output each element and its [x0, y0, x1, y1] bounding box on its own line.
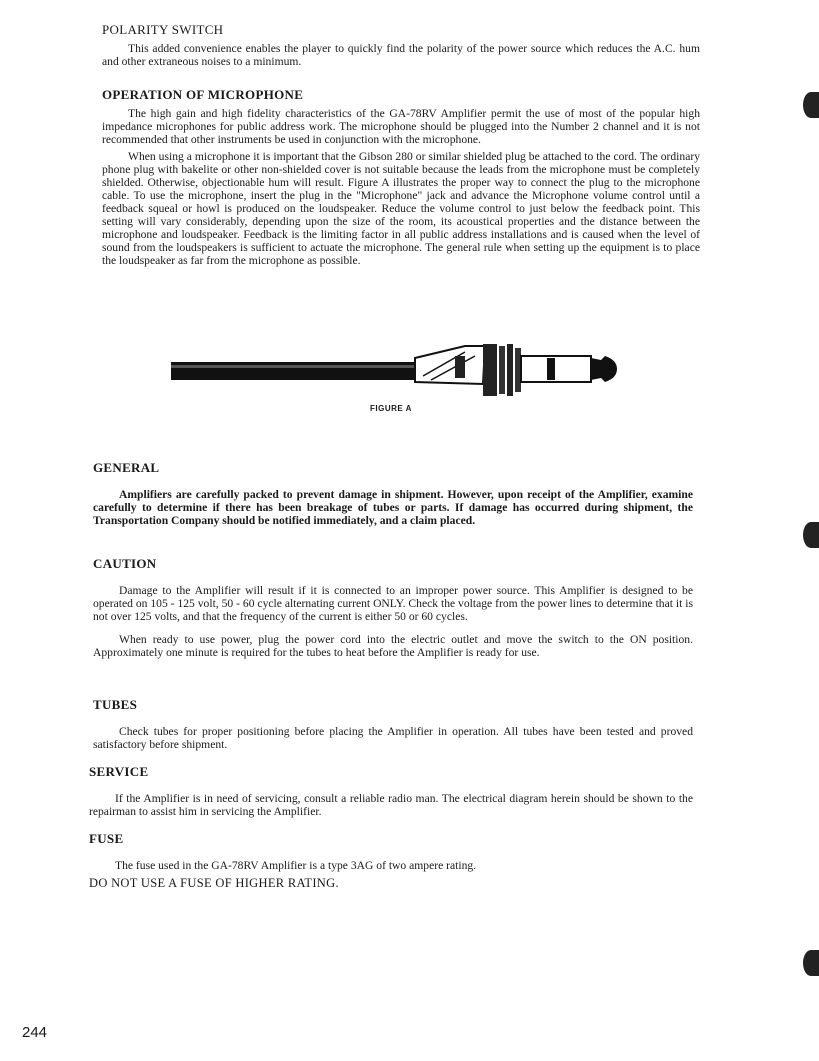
heading-fuse: FUSE: [89, 831, 124, 846]
paragraph-polarity-1: This added convenience enables the player to quickly find the polarity of the power source which reduces the A.C. hum and other extraneous noises to a minimum.: [102, 42, 700, 68]
fuse-warning: DO NOT USE A FUSE OF HIGHER RATING.: [89, 876, 339, 890]
section-operation-of-microphone: [102, 87, 700, 271]
paragraph-microphone-1: The high gain and high fidelity characteristics of the GA-78RV Amplifier permit the use of most of the popular high impedance microphones for public address work. The microphone should be plugged into the Number 2 channel and it is not recommended that other instruments be used in conjunction with the microphone.: [102, 107, 700, 146]
heading-polarity-switch: POLARITY SWITCH: [102, 22, 224, 37]
threaded-collar-shape: [483, 344, 521, 396]
heading-tubes: TUBES: [93, 697, 138, 712]
page-number: 244: [22, 1024, 48, 1041]
section-service: [89, 764, 693, 822]
paragraph-caution-2: When ready to use power, plug the power cord into the electric outlet and move the switch to the ON position. Approximately one minute is required for the tubes to heat before the Amplifier is ready for use.: [93, 633, 693, 659]
section-fuse: [89, 831, 693, 891]
heading-service: SERVICE: [89, 764, 149, 779]
paragraph-fuse-1: The fuse used in the GA-78RV Amplifier is a type 3AG of two ampere rating.: [115, 859, 477, 872]
binder-hole-middle: [803, 522, 819, 548]
binder-hole-bottom: [803, 950, 819, 976]
paragraph-caution-1: Damage to the Amplifier will result if it is connected to an improper power source. This Amplifier is designed to be operated on 105 - 125 volt, 50 - 60 cycle alternating current ONLY. Check the voltage from the power lines to determine that it is not over 125 volts, and that the frequency of the current is either 50 or 60 cycles.: [93, 584, 693, 623]
paragraph-service-1: If the Amplifier is in need of servicing, consult a reliable radio man. The electrical diagram herein should be shown to the repairman to assist him in servicing the Amplifier.: [89, 792, 693, 818]
paragraph-general-1: Amplifiers are carefully packed to prevent damage in shipment. However, upon receipt of the Amplifier, examine carefully to determine if there has been breakage of tubes or parts. If damage has occurred during shipment, the Transportation Company should be notified immediately, and a claim placed.: [93, 488, 693, 527]
heading-operation-of-microphone: OPERATION OF MICROPHONE: [102, 87, 304, 102]
section-tubes: [93, 697, 693, 755]
figure-a-phone-plug-illustration: [165, 338, 625, 408]
shield-cover-shape: [415, 346, 485, 384]
paragraph-tubes-1: Check tubes for proper positioning before placing the Amplifier in operation. All tubes have been tested and proved satisfactory before shipment.: [93, 725, 693, 751]
binder-hole-top: [803, 92, 819, 118]
section-general: [93, 460, 693, 531]
plug-tip-shape: [591, 356, 617, 382]
section-polarity-switch: [102, 22, 700, 72]
plug-sleeve-shape: [521, 356, 591, 382]
paragraph-microphone-2: When using a microphone it is important that the Gibson 280 or similar shielded plug be attached to the cord. The ordinary phone plug with bakelite or other non-shielded cover is not suitable because the leads from the microphone must be completely shielded. Otherwise, objectionable hum will result. Figure A illustrates the proper way to connect the plug to the microphone cable. To use the microphone, insert the plug in the "Microphone" jack and advance the Microphone volume control until a feedback squeal or howl is produced on the loudspeaker. Reduce the volume control to just below the feedback point. This setting will vary considerably, depending upon the size of the room, its acoustical properties and the distance between the microphone and loudspeaker. Feedback is the limiting factor in all public address installations and is caused when the level of sound from the loudspeakers is sufficient to actuate the microphone. The general rule when setting up the equipment is to place the loudspeaker as far from the microphone as possible.: [102, 150, 700, 267]
heading-caution: CAUTION: [93, 556, 157, 571]
section-caution: [93, 556, 693, 663]
figure-a-caption: FIGURE A: [370, 404, 412, 413]
heading-general: GENERAL: [93, 460, 160, 475]
cable-shape: [171, 362, 421, 380]
